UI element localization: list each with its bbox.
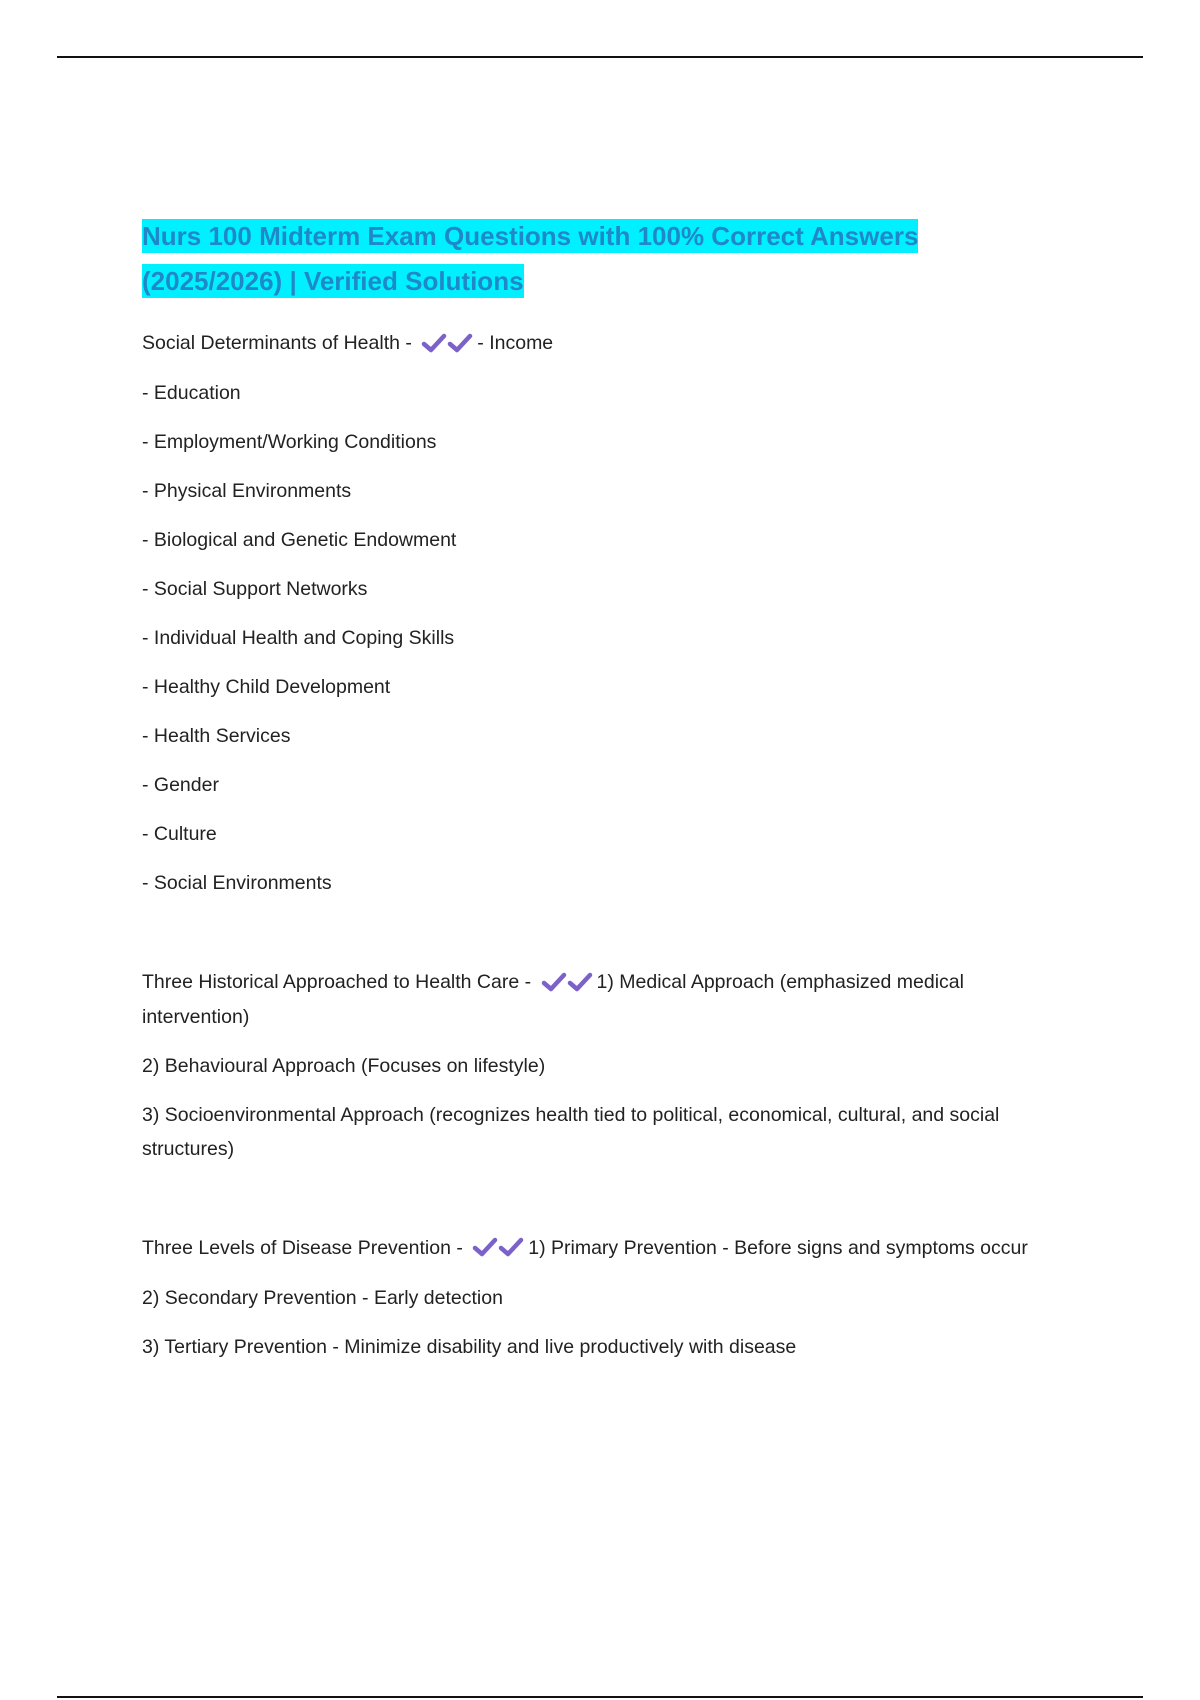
check-icon <box>567 972 593 992</box>
list-item: - Social Environments <box>142 871 332 894</box>
section-spacer <box>142 915 1072 965</box>
check-icon <box>541 972 567 992</box>
list-item: - Biological and Genetic Endowment <box>142 528 457 551</box>
bottom-rule <box>57 1696 1143 1698</box>
list-item: 3) Socioenvironmental Approach (recognizes health tied to political, economical, cultural, and social structures) <box>142 1103 1000 1160</box>
section-spacer <box>142 1181 1072 1231</box>
list-item: - Healthy Child Development <box>142 675 391 698</box>
list-item: - Social Support Networks <box>142 577 368 600</box>
check-icon <box>421 333 447 353</box>
document-title <box>142 214 1072 304</box>
title-line-1: Nurs 100 Midterm Exam Questions with 100% Correct Answers <box>142 221 919 251</box>
list-item: 2) Secondary Prevention - Early detection <box>142 1286 503 1309</box>
question-text: Three Historical Approached to Health Care - <box>142 970 537 993</box>
question-social-determinants <box>142 326 1072 361</box>
document-body <box>142 214 1072 1379</box>
list-item: - Health Services <box>142 724 291 747</box>
list-item: - Physical Environments <box>142 479 352 502</box>
check-icon <box>498 1237 524 1257</box>
list-item: - Education <box>142 381 241 404</box>
list-item: 3) Tertiary Prevention - Minimize disability and live productively with disease <box>142 1335 797 1358</box>
answer-text: 1) Primary Prevention - Before signs and symptoms occur <box>528 1236 1028 1259</box>
question-disease-prevention <box>142 1231 1072 1266</box>
list-item: 2) Behavioural Approach (Focuses on lifestyle) <box>142 1054 546 1077</box>
check-icon <box>447 333 473 353</box>
answer-list <box>142 376 1072 900</box>
list-item: - Gender <box>142 773 219 796</box>
double-check-icon <box>421 327 473 361</box>
question-text: Three Levels of Disease Prevention - <box>142 1236 469 1259</box>
question-historical-approaches <box>142 965 1072 1034</box>
answer-text: 1) Medical Approach (emphasized medical intervention) <box>142 970 964 1028</box>
answer-text: - Income <box>477 332 554 354</box>
double-check-icon <box>472 1232 524 1266</box>
list-item: - Individual Health and Coping Skills <box>142 626 455 649</box>
check-icon <box>472 1237 498 1257</box>
title-line-2: (2025/2026) | Verified Solutions <box>142 266 524 296</box>
double-check-icon <box>541 966 593 1000</box>
list-item: - Culture <box>142 822 217 845</box>
top-rule <box>57 56 1143 58</box>
list-item: - Employment/Working Conditions <box>142 430 437 453</box>
question-text: Social Determinants of Health - <box>142 332 418 354</box>
